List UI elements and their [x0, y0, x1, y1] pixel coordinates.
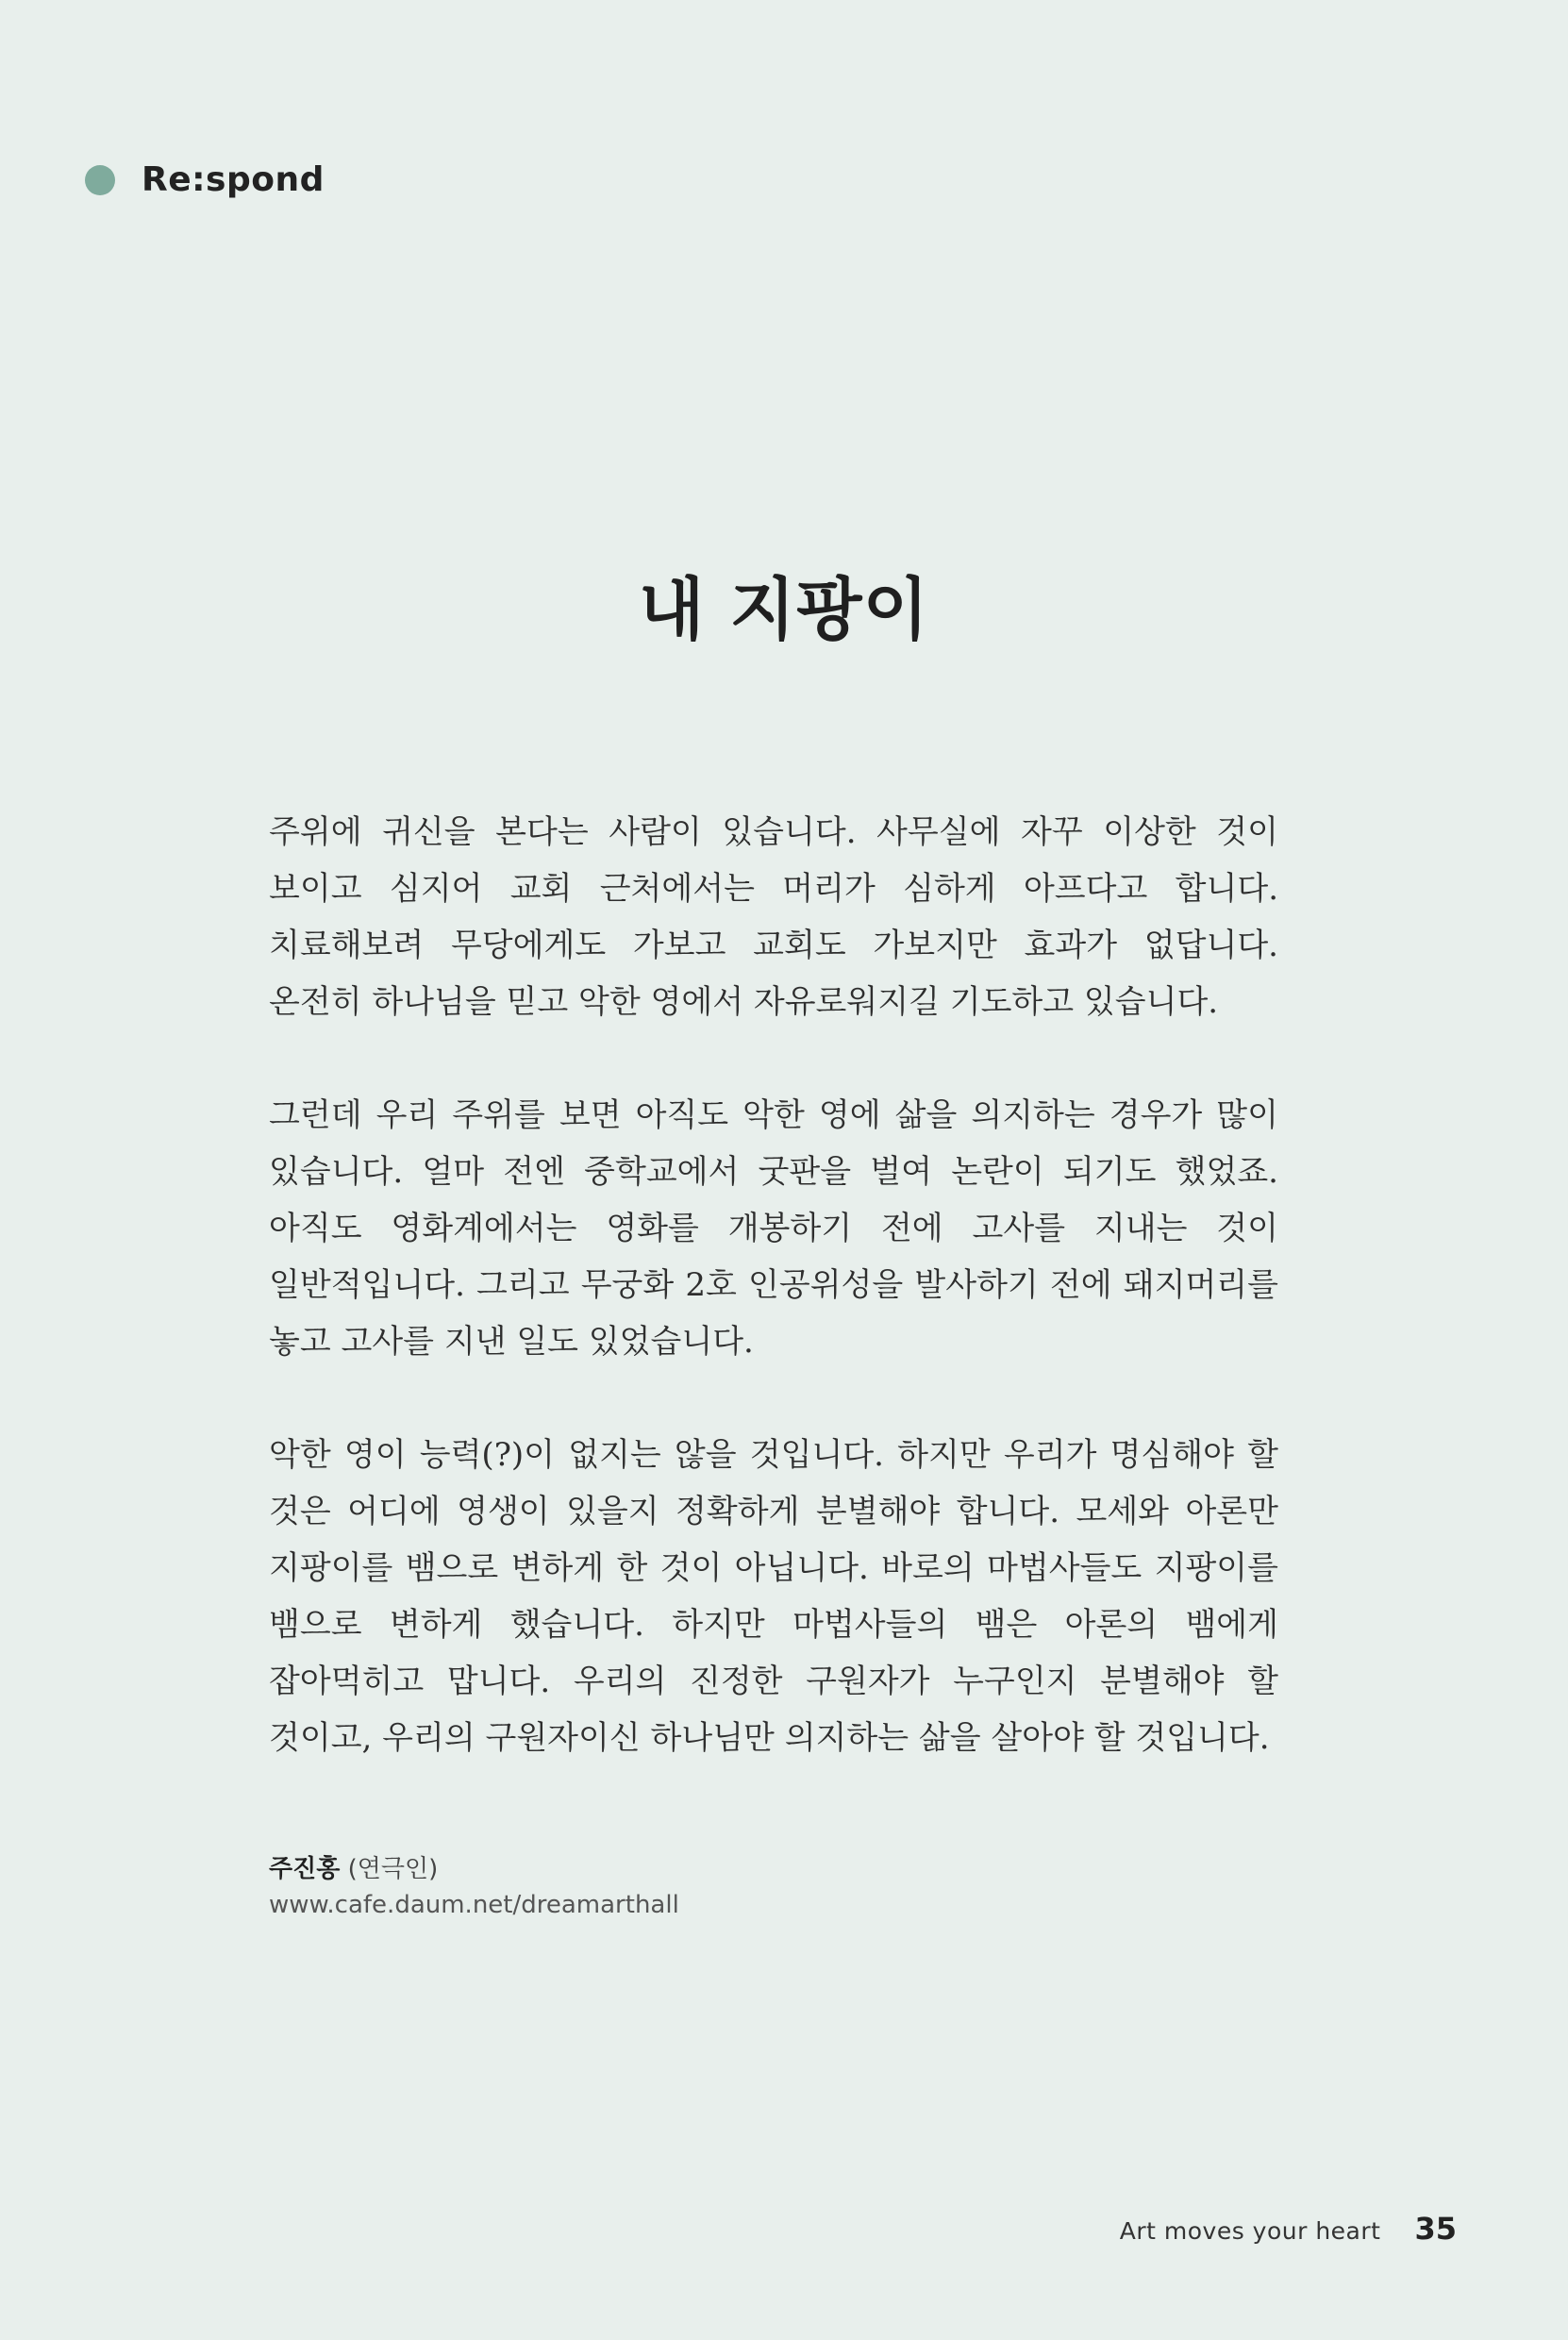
author-role: (연극인) — [347, 1855, 439, 1883]
article-body — [269, 804, 1278, 1823]
paragraph-2: 그런데 우리 주위를 보면 아직도 악한 영에 삶을 의지하는 경우가 많이 있습니다. 얼마 전엔 중학교에서 굿판을 벌여 논란이 되기도 했었죠. 아직도 영화계에서는 영화를 개봉하기 전에 고사를 지내는 것이 일반적입니다. 그리고 무궁화 2호 인공위성을 발사하기 전에 돼지머리를 놓고 고사를 지낸 일도 있었습니다. — [269, 1096, 1278, 1361]
section-dot-icon — [85, 165, 115, 195]
paragraph-3: 악한 영이 능력(?)이 없지는 않을 것입니다. 하지만 우리가 명심해야 할 것은 어디에 영생이 있을지 정확하게 분별해야 합니다. 모세와 아론만 지팡이를 뱀으로 변하게 한 것이 아닙니다. 바로의 마법사들도 지팡이를 뱀으로 변하게 했습니다. 하지만 마법사들의 뱀은 아론의 뱀에게 잡아먹히고 맙니다. 우리의 진정한 구원자가 누구인지 분별해야 할 것이고, 우리의 구원자이신 하나님만 의지하는 삶을 살아야 할 것입니다. — [269, 1436, 1278, 1757]
author-name: 주진홍 — [269, 1855, 341, 1883]
footer-tagline: Art moves your heart — [1119, 2217, 1381, 2245]
paragraph-1: 주위에 귀신을 본다는 사람이 있습니다. 사무실에 자꾸 이상한 것이 보이고 심지어 교회 근처에서는 머리가 심하게 아프다고 합니다. 치료해보려 무당에게도 가보고 교회도 가보지만 효과가 없답니다. 온전히 하나님을 믿고 악한 영에서 자유로워지길 기도하고 있습니다. — [269, 813, 1278, 1021]
page-number: 35 — [1414, 2211, 1457, 2247]
author-url: www.cafe.daum.net/dreamarthall — [269, 1891, 679, 1919]
author-credit — [269, 1851, 679, 1923]
page-footer — [1120, 2211, 1457, 2247]
section-label: Re:spond — [142, 160, 325, 199]
section-header — [85, 160, 325, 199]
article-title: 내 지팡이 — [638, 570, 930, 650]
